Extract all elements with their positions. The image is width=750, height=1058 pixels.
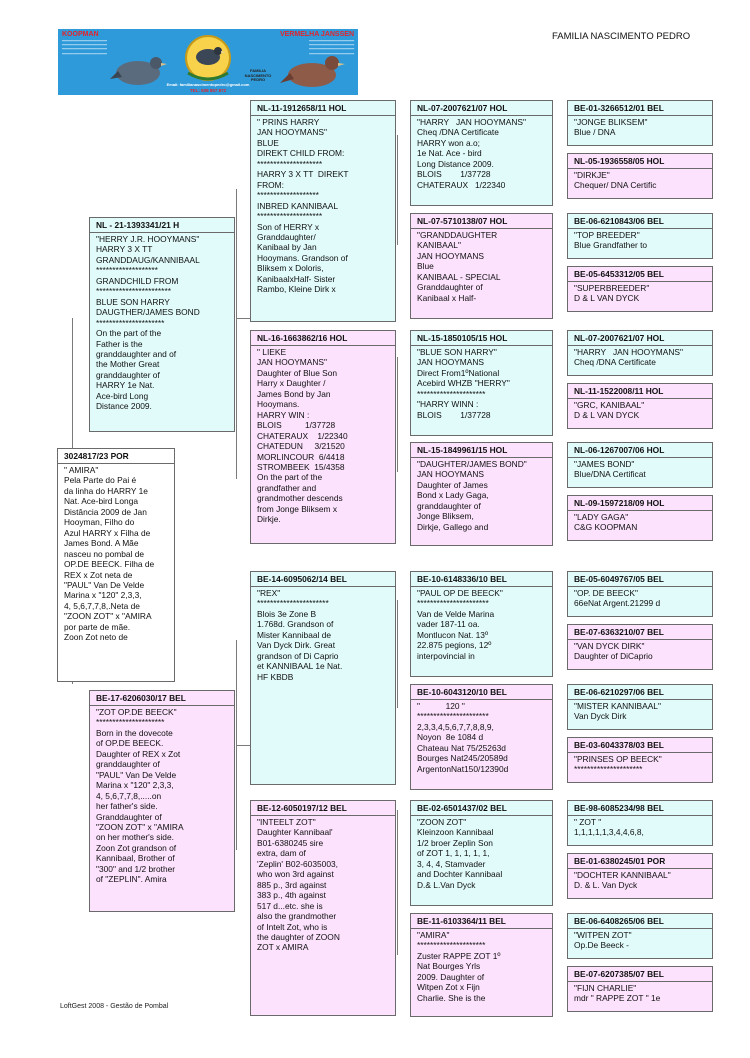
sire-ring-number: NL - 21-1393341/21 H xyxy=(90,218,234,233)
gen3-description: "PAUL OP DE BEECK" ********************** Van de Velde Marina vader 187-11 oa. Montlucon Nat. 13º 22.875 pegions, 12º interpovincial in xyxy=(417,588,503,661)
gen3-ring-number: BE-02-6501437/02 BEL xyxy=(411,801,552,816)
gen4-description: "JAMES BOND" Blue/DNA Certificat xyxy=(574,459,646,480)
connector-sd-vertical xyxy=(397,357,398,472)
pedigree-gen3-card xyxy=(410,571,553,677)
dam-ring-number: BE-17-6206030/17 BEL xyxy=(90,691,234,706)
gen4-description: "TOP BREEDER" Blue Grandfather to xyxy=(574,230,648,251)
pedigree-gen3-card xyxy=(410,442,553,546)
banner-left-title: KOOPMAN xyxy=(62,31,99,38)
connector-dam-horizontal xyxy=(236,745,250,746)
gen3-description: "HARRY JAN HOOYMANS" Cheq /DNA Certificate HARRY won a.o; 1e Nat. Ace - bird Long Distance 2009. BLOIS 1/37728 CHATERAUX 1/22340 xyxy=(417,117,526,190)
gen3-ring-number: BE-10-6043120/10 BEL xyxy=(411,685,552,700)
header-banner xyxy=(58,29,358,95)
pedigree-gen4-card xyxy=(567,383,713,429)
dam-sire-ring-number: BE-14-6095062/14 BEL xyxy=(251,572,395,587)
gen4-description: "MISTER KANNIBAAL" Van Dyck Dirk xyxy=(574,701,661,722)
pedigree-dam-card xyxy=(89,690,235,912)
pedigree-gen3-card xyxy=(410,213,553,319)
connector-dd-vertical xyxy=(397,810,398,955)
gen4-ring-number: BE-01-3266512/01 BEL xyxy=(568,101,712,116)
connector-sire-horizontal xyxy=(236,318,250,319)
gen4-ring-number: NL-09-1597218/09 HOL xyxy=(568,496,712,511)
pedigree-gen4-card xyxy=(567,213,713,259)
gen4-description: "LADY GAGA" C&G KOOPMAN xyxy=(574,512,638,533)
subject-description: " AMIRA" Pela Parte do Pai é da linha do HARRY 1e Nat. Ace-bird Longa Distância 2009 de Jan Hooyman, Filho do Azul HARRY x Filha de James Bond. A Mãe nasceu no pombal de OP.DE BEECK. Filha de REX x Zot neta de "PAUL" Van De Velde Marina x "120" 2,3,3, 4, 5,6,7,7,8,.Neta de "ZOON ZOT" x "AMIRA por parte de mãe. Zoon Zot neto de xyxy=(64,465,155,643)
gen3-description: "BLUE SON HARRY" JAN HOOYMANS Direct From1ºNational Acebird WHZB "HERRY" ********************* "HARRY WINN : BLOIS 1/37728 xyxy=(417,347,510,420)
pedigree-dam-dam-card xyxy=(250,800,396,1016)
banner-logo-text: FAMILIA NASCIMENTO PEDRO xyxy=(244,68,272,82)
gen4-ring-number: NL-06-1267007/06 HOL xyxy=(568,443,712,458)
footer-text: LoftGest 2008 - Gestão de Pombal xyxy=(60,1003,169,1010)
pedigree-gen3-card xyxy=(410,100,553,206)
gen4-description: "GRC, KANIBAAL" D & L VAN DYCK xyxy=(574,400,645,421)
pedigree-sire-sire-card xyxy=(250,100,396,322)
gen4-ring-number: BE-05-6453312/05 BEL xyxy=(568,267,712,282)
pedigree-gen4-card xyxy=(567,153,713,199)
pedigree-gen4-card xyxy=(567,913,713,959)
gen3-ring-number: NL-15-1849961/15 HOL xyxy=(411,443,552,458)
gen4-description: "FIJN CHARLIE" mdr " RAPPE ZOT " 1e xyxy=(574,983,661,1004)
pedigree-gen3-card xyxy=(410,330,553,436)
gen4-description: "VAN DYCK DIRK" Daughter of DiCaprio xyxy=(574,641,653,662)
subject-ring-number: 3024817/23 POR xyxy=(58,449,174,464)
sire-dam-ring-number: NL-16-1663862/16 HOL xyxy=(251,331,395,346)
pedigree-gen4-card xyxy=(567,330,713,376)
gen4-ring-number: BE-06-6210297/06 BEL xyxy=(568,685,712,700)
banner-email: Email: familianascimentopedro@gmail.com xyxy=(166,82,250,87)
family-name: FAMILIA NASCIMENTO PEDRO xyxy=(552,31,691,42)
gen4-description: "DIRKJE" Chequer/ DNA Certific xyxy=(574,170,657,191)
connector-sire-vertical xyxy=(236,189,237,479)
pedigree-gen4-card xyxy=(567,624,713,670)
gen3-description: "GRANDDAUGHTER KANIBAAL" JAN HOOYMANS Blue KANIBAAL - SPECIAL Granddaughter of Kanibaal x Half- xyxy=(417,230,501,303)
pedigree-dam-sire-card xyxy=(250,571,396,785)
gen4-ring-number: NL-07-2007621/07 HOL xyxy=(568,331,712,346)
gen3-ring-number: NL-07-5710138/07 HOL xyxy=(411,214,552,229)
pedigree-gen4-card xyxy=(567,442,713,488)
pedigree-gen4-card xyxy=(567,100,713,146)
gen4-description: "WITPEN ZOT" Op.De Beeck - xyxy=(574,930,632,951)
sire-description: "HERRY J.R. HOOYMANS" HARRY 3 X TT GRANDDAUG/KANNIBAAL ******************* GRANDCHILD FROM *********************** BLUE SON HARRY DAUGTHER/JAMES BOND ********************* On the part of the Father is the granddaughter and of the Mother Great granddaughter of HARRY 1e Nat. Ace-bird Long Distance 2009. xyxy=(96,234,200,412)
gen4-ring-number: NL-05-1936558/05 HOL xyxy=(568,154,712,169)
pedigree-gen3-card xyxy=(410,800,553,906)
pedigree-gen4-card xyxy=(567,737,713,783)
gen3-ring-number: BE-11-6103364/11 BEL xyxy=(411,914,552,929)
pedigree-sire-card xyxy=(89,217,235,432)
sire-dam-description: " LIEKE JAN HOOYMANS" Daughter of Blue Son Harry x Daughter / James Bond by Jan Hooymans. HARRY WIN : BLOIS 1/37728 CHATERAUX 1/22340 CHATEDUN 3/21520 MORLINCOUR 6/4418 STROMBEEK 15/4358 On the part of the grandfather and grandmother descends from Jonge Bliksem x Dirkje. xyxy=(257,347,348,525)
sire-sire-ring-number: NL-11-1912658/11 HOL xyxy=(251,101,395,116)
gen4-ring-number: BE-06-6408265/06 BEL xyxy=(568,914,712,929)
pedigree-gen4-card xyxy=(567,800,713,846)
gen3-description: "ZOON ZOT" Kleinzoon Kannibaal 1/2 broer Zeplin Son of ZOT 1, 1, 1, 1, 1, 3, 4, 4, Stamvader and Dochter Kannibaal D.& L.Van Dyck xyxy=(417,817,503,890)
pedigree-gen4-card xyxy=(567,684,713,730)
pedigree-subject-card xyxy=(57,448,175,682)
gen4-ring-number: BE-07-6207385/07 BEL xyxy=(568,967,712,982)
banner-left-lines: ━━━━━━━━━━━━━━━━━━━━━━ ━━━━━━━━━━━━━━━━━━━━━━ ━━━━━━━━━━━━━━━━━━━━━━ ━━━━━━━━━━━━━━━━━━━━━━ xyxy=(62,39,107,56)
gen4-ring-number: BE-03-6043378/03 BEL xyxy=(568,738,712,753)
gen3-description: "AMIRA" ********************* Zuster RAPPE ZOT 1º Nat Bourges Yrls 2009. Daughter of Witpen Zot x Fijn Charlie. She is the xyxy=(417,930,501,1003)
gen4-description: "SUPERBREEDER" D & L VAN DYCK xyxy=(574,283,650,304)
pedigree-gen4-card xyxy=(567,571,713,617)
gen4-ring-number: BE-01-6380245/01 POR xyxy=(568,854,712,869)
gen3-ring-number: NL-07-2007621/07 HOL xyxy=(411,101,552,116)
gen4-ring-number: NL-11-1522008/11 HOL xyxy=(568,384,712,399)
gen3-ring-number: NL-15-1850105/15 HOL xyxy=(411,331,552,346)
connector-ds-vertical xyxy=(397,600,398,708)
gen3-ring-number: BE-10-6148336/10 BEL xyxy=(411,572,552,587)
sire-sire-description: " PRINS HARRY JAN HOOYMANS" BLUE DIREKT CHILD FROM: ******************** HARRY 3 X TT DIREKT FROM: ******************* INBRED KANNIBAAL ******************** Son of HERRY x Granddaughter/ Kanibaal by Jan Hooymans. Grandson of Bliksem x Doloris, KanibaalxHalf- Sister Rambo, Kleine Dirk x xyxy=(257,117,349,295)
dam-dam-description: "INTEELT ZOT" Daughter Kannibaal' B01-6380245 sire extra, dam of 'Zeplin' B02-6035003, who won 3rd against 885 p., 3rd against 383 p., 4th against 517 d...etc. she is also the grandmother of Intelt Zot, who is the daughter of ZOON ZOT x AMIRA xyxy=(257,817,340,953)
banner-phone: TEL: 939 857 872 xyxy=(189,88,227,93)
gen4-description: "HARRY JAN HOOYMANS" Cheq /DNA Certificate xyxy=(574,347,683,368)
gen3-description: " 120 " ********************** 2,3,3,4,5,6,7,7,8,8,9, Noyon 8e 1084 d Chateau Nat 75/25263d Bourges Nat245/20589d ArgentonNat150/12390d xyxy=(417,701,509,774)
gen4-ring-number: BE-98-6085234/98 BEL xyxy=(568,801,712,816)
gen4-ring-number: BE-06-6210843/06 BEL xyxy=(568,214,712,229)
dam-description: "ZOT OP.DE BEECK" ********************* Born in the dovecote of OP.DE BEECK. Daughter of REX x Zot granddaughter of "PAUL" Van De Velde Marina x "120" 2,3,3, 4, 5,6,7,7,8,.....on her father's side. Granddaughter of "ZOON ZOT" x "AMIRA on her mother's side. Zoon Zot grandson of Kannibaal, Brother of "300" and 1/2 brother of "ZEPLIN". Amira xyxy=(96,707,184,885)
pedigree-gen3-card xyxy=(410,684,553,790)
gen4-description: "DOCHTER KANNIBAAL" D. & L. Van Dyck xyxy=(574,870,671,891)
dam-sire-description: "REX" ********************** Blois 3e Zone B 1.768d. Grandson of Mister Kannibaal de Van Dyck Dirk. Great grandson of Di Caprio et KANNIBAAL 1e Nat. HF KBDB xyxy=(257,588,343,682)
pedigree-gen4-card xyxy=(567,853,713,899)
gen4-ring-number: BE-05-6049767/05 BEL xyxy=(568,572,712,587)
gen4-description: "JONGE BLIKSEM" Blue / DNA xyxy=(574,117,648,138)
gen3-description: "DAUGHTER/JAMES BOND" JAN HOOYMANS Daughter of James Bond x Lady Gaga, granddaughter of Jonge Bliksem, Dirkje, Gallego and xyxy=(417,459,527,532)
pedigree-sire-dam-card xyxy=(250,330,396,544)
gen4-ring-number: BE-07-6363210/07 BEL xyxy=(568,625,712,640)
dam-dam-ring-number: BE-12-6050197/12 BEL xyxy=(251,801,395,816)
banner-right-lines: ━━━━━━━━━━━━━━━━━━━━━━ ━━━━━━━━━━━━━━━━━━━━━━ ━━━━━━━━━━━━━━━━━━━━━━ ━━━━━━━━━━━━━━━━━━━━━━ xyxy=(309,39,354,56)
pedigree-gen4-card xyxy=(567,966,713,1012)
connector-ss-vertical xyxy=(397,135,398,245)
gen4-description: " ZOT " 1,1,1,1,1,3,4,4,6,8, xyxy=(574,817,644,838)
pedigree-gen4-card xyxy=(567,266,713,312)
banner-right-title: VERMELHA JANSSEN xyxy=(279,31,354,38)
gen4-description: "OP. DE BEECK" 66eNat Argent.21299 d xyxy=(574,588,661,609)
gen4-description: "PRINSES OP BEECK" ********************* xyxy=(574,754,662,775)
pedigree-gen4-card xyxy=(567,495,713,541)
pedigree-gen3-card xyxy=(410,913,553,1017)
